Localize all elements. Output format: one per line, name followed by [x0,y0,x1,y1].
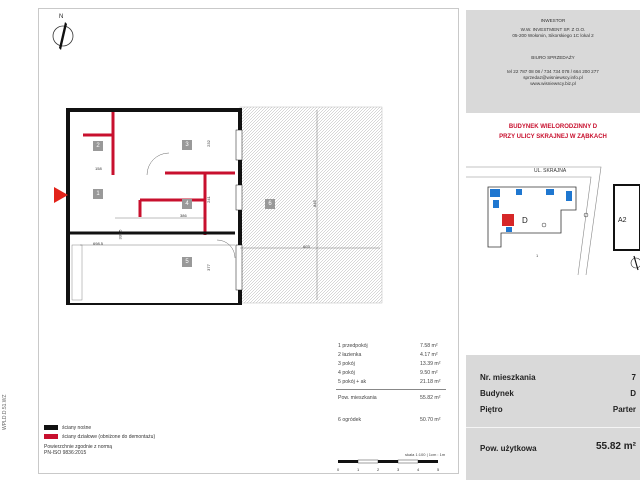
garden-area-value: 50.70 m² [420,417,441,423]
frame-line-bottom [38,473,458,474]
area-name-4: 4 pokój [338,370,355,376]
site-plan [466,155,640,350]
frame-line-left [38,8,39,474]
legend-swatch-bearing [44,425,58,430]
floor-plan [55,105,385,305]
scale-tick-2: 2 [377,467,380,472]
scale-tick-0: 0 [337,467,340,472]
north-compass [50,16,76,50]
garden-area-name: 6 ogródek [338,417,362,423]
dim-845: 845 [311,200,317,207]
total-area-value: 55.82 m² [420,395,441,401]
area-value-5: 21.18 m² [420,379,441,385]
building-title-line1: BUDYNEK WIELORODZINNY D [508,124,598,130]
scale-tick-5: 5 [437,467,440,472]
summary-area-label: Pow. użytkowa [480,444,537,453]
scale-bar-graphic [338,459,458,467]
compass-icon [50,16,76,50]
room-label-6: 6 [265,199,275,209]
street-label: UL. SKRAJNA [534,168,567,174]
legend-swatch-partition [44,434,58,439]
legend-note: Powierzchnie zgodnie z normą PN-ISO 9836:2015 [44,444,113,456]
area-value-2: 4.17 m² [420,352,438,358]
area-name-2: 2 łazienka [338,352,362,358]
scale-tick-4: 4 [417,467,420,472]
dim-241: 241 [205,196,211,203]
room-label-3: 3 [182,140,192,150]
area-value-4: 9.50 m² [420,370,438,376]
dim-158: 158 [95,166,102,171]
dim-3355: 335.5 [117,229,123,240]
sales-website[interactable]: www.wisniewscy.biz.pl [530,81,576,86]
scale-tick-1: 1 [357,467,360,472]
scale-label: skala 1:100 | 1cm : 1m [405,452,446,457]
apartment-summary [466,355,640,480]
area-name-3: 3 pokój [338,361,355,367]
area-value-3: 13.39 m² [420,361,441,367]
summary-value-floor: Parter [612,405,636,414]
site-plan-drawing [466,155,640,350]
building-a2-label: A2 [618,217,627,224]
summary-label-number: Nr. mieszkania [480,373,536,382]
summary-label-floor: Piętro [480,405,503,414]
room-label-1: 1 [93,189,103,199]
frame-line-divider [458,8,459,474]
sales-phones: tel 22 787 08 08 / 734 734 078 / 664 200 277 [507,69,599,74]
area-divider [336,389,446,390]
room-label-4: 4 [182,199,192,209]
legend-label-partition: ściany działowe (obniżone do demontażu) [62,434,156,440]
summary-divider [466,427,640,428]
total-area-name: Pow. mieszkania [338,395,377,401]
frame-line-top [38,8,458,9]
room-label-2: 2 [93,141,103,151]
sales-email[interactable]: sprzedaz@wisniewscy.info.pl [523,75,583,80]
north-label: N [59,14,64,20]
dim-6985: 698.5 [93,241,104,246]
sales-heading: BIURO SPRZEDAŻY [531,55,575,60]
dim-386: 386 [180,213,187,218]
site-plan-mark: 1 [536,253,539,258]
entrance-arrow-icon [54,187,68,203]
room-label-5: 5 [182,257,192,267]
dim-232: 232 [205,140,211,147]
floor-plan-drawing [55,105,385,305]
document-code: WPLD.D.51.WZ [2,394,8,430]
investor-heading: INWESTOR [540,18,566,23]
summary-area-value: 55.82 m² [595,441,636,452]
building-d-label: D [522,216,528,225]
area-value-1: 7.58 m² [420,343,438,349]
dim-377: 377 [205,264,211,271]
scale-tick-3: 3 [397,467,400,472]
investor-info-panel [466,10,640,113]
summary-value-number: 7 [631,373,636,382]
area-name-1: 1 przedpokój [338,343,368,349]
summary-label-building: Budynek [480,389,514,398]
building-title [466,122,640,142]
summary-value-building: D [630,389,636,398]
legend-label-bearing: ściany nośne [62,425,92,431]
investor-company: W.W. INVESTMENT SP. Z O.O. [520,27,586,32]
dim-603: 603 [303,244,310,249]
building-title-line2: PRZY ULICY SKRAJNEJ W ZĄBKACH [499,134,607,140]
investor-address: 05-200 Wołomin, Sikorskiego 1C lokal 2 [512,33,594,38]
area-name-5: 5 pokój + ak [338,379,367,385]
